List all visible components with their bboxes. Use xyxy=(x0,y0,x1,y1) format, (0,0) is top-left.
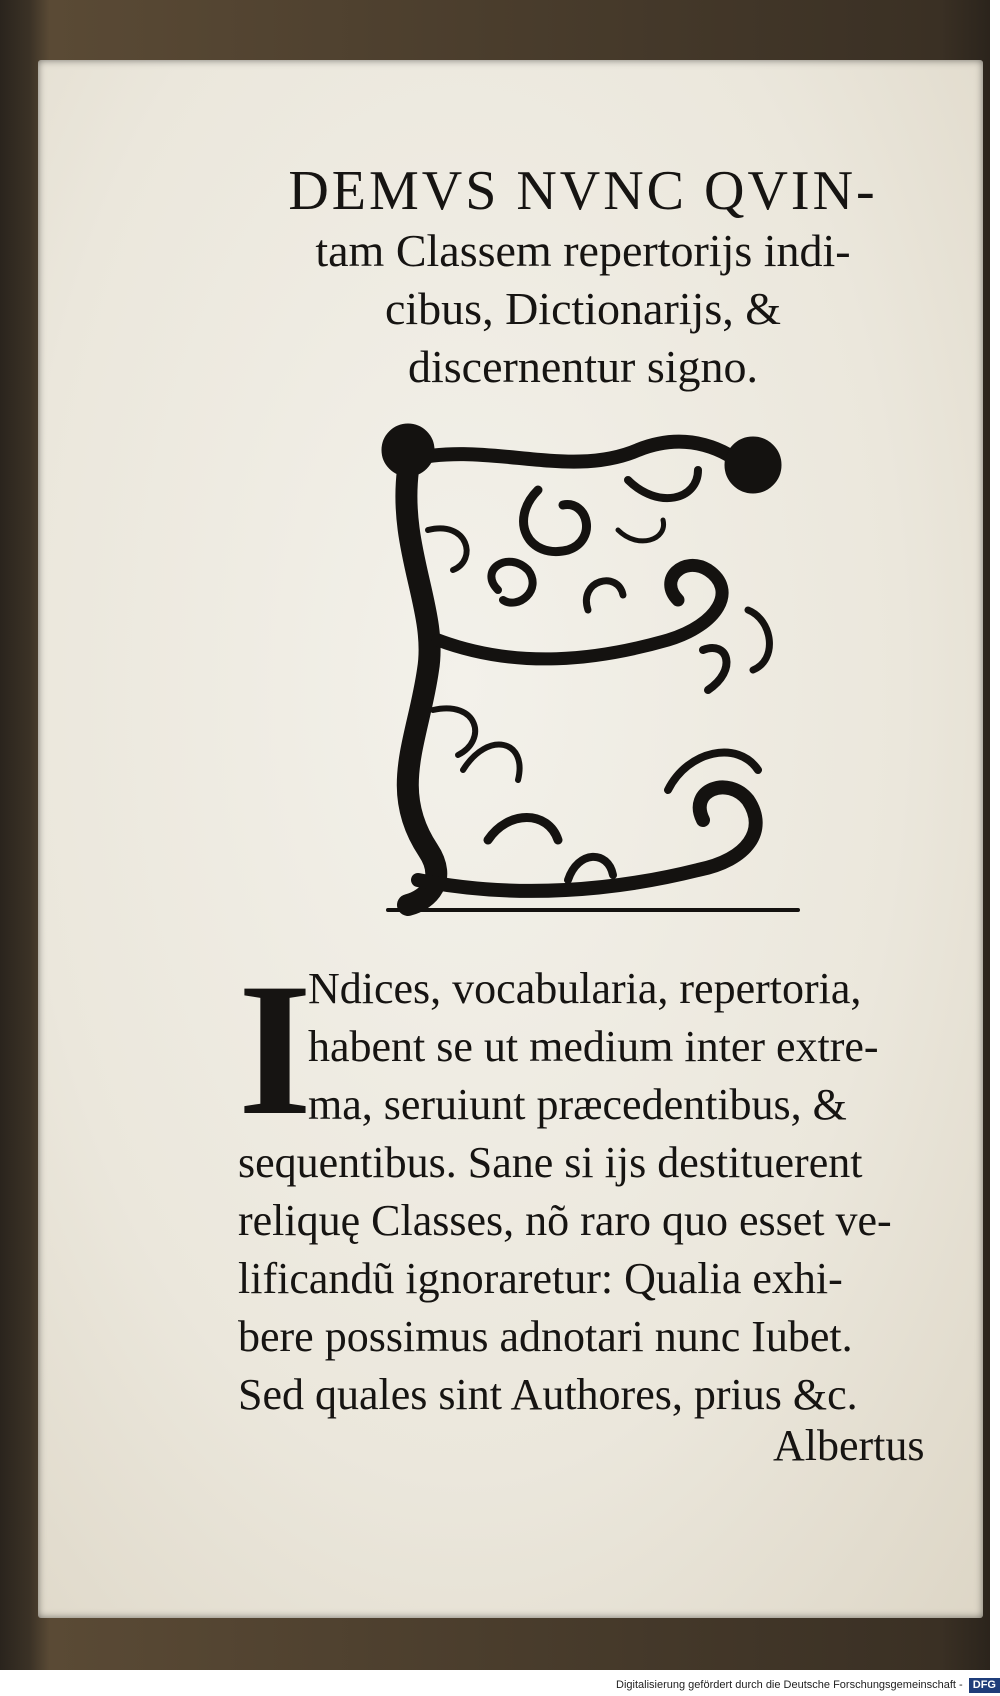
section-heading xyxy=(183,160,983,396)
decorated-initial-e-woodcut xyxy=(368,410,828,930)
body-line-4: sequentibus. Sane si ijs destituerent xyxy=(238,1138,863,1187)
heading-line-1: DEMVS NVNC QVIN- xyxy=(288,160,878,222)
body-paragraph xyxy=(238,945,978,1424)
body-line-1: Ndices, vocabularia, repertoria, xyxy=(308,964,862,1013)
body-line-5: reliquę Classes, nõ raro quo esset ve- xyxy=(238,1196,892,1245)
funding-footer xyxy=(600,1675,1000,1696)
body-line-8: Sed quales sint Authores, prius &c. xyxy=(238,1370,858,1419)
drop-cap: I xyxy=(238,945,312,1155)
book-page xyxy=(38,60,983,1618)
heading-line-4: discernentur signo. xyxy=(407,341,759,392)
heading-line-2: tam Classem repertorijs indi- xyxy=(315,225,851,276)
catchword: Albertus xyxy=(773,1421,925,1470)
body-line-6: lificandũ ignoraretur: Qualia exhi- xyxy=(238,1254,843,1303)
footer-text: Digitalisierung gefördert durch die Deutsche Forschungsgemeinschaft - xyxy=(616,1679,963,1691)
body-line-2: habent se ut medium inter extre- xyxy=(308,1022,879,1071)
dfg-logo: DFG xyxy=(969,1678,1000,1693)
body-line-3: ma, seruiunt præcedentibus, & xyxy=(308,1080,847,1129)
heading-line-3: cibus, Dictionarijs, & xyxy=(384,283,782,334)
body-line-7: bere possimus adnotari nunc Iubet. xyxy=(238,1312,853,1361)
